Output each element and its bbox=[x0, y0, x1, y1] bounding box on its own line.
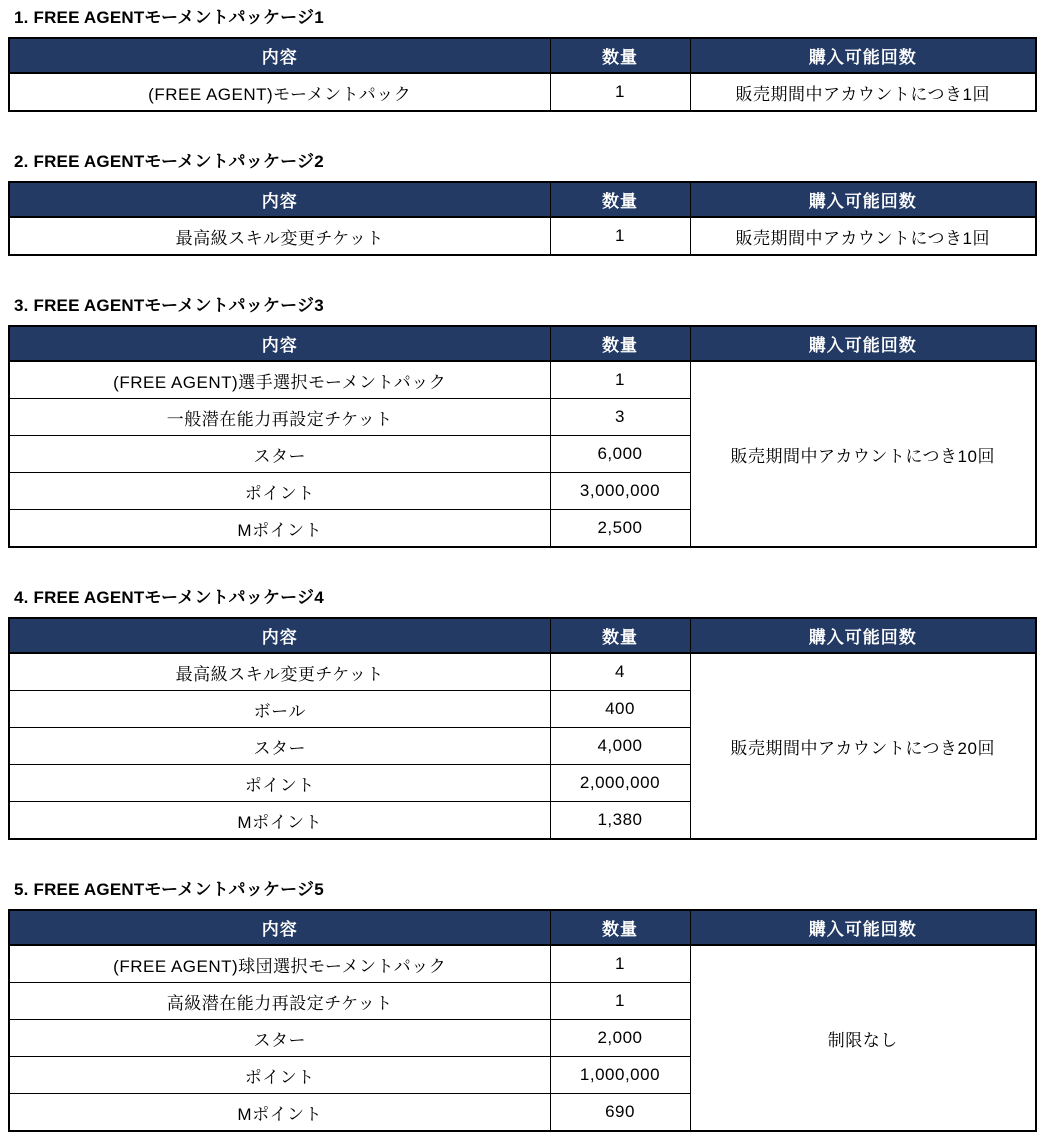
section-title: 5. FREE AGENTモーメントパッケージ5 bbox=[14, 880, 324, 899]
item-quantity-cell: 1 bbox=[550, 217, 690, 255]
item-name-cell: (FREE AGENT)球団選択モーメントパック bbox=[9, 945, 550, 983]
item-quantity-cell: 1,380 bbox=[550, 802, 690, 840]
table-row bbox=[9, 945, 1036, 983]
item-quantity-cell: 3,000,000 bbox=[550, 473, 690, 510]
package-table-2 bbox=[8, 181, 1037, 256]
item-name-cell: ポイント bbox=[9, 1057, 550, 1094]
item-quantity-cell: 2,000,000 bbox=[550, 765, 690, 802]
item-quantity-cell: 1 bbox=[550, 945, 690, 983]
table-row bbox=[9, 361, 1036, 399]
item-quantity-cell: 1 bbox=[550, 983, 690, 1020]
item-name-cell: (FREE AGENT)選手選択モーメントパック bbox=[9, 361, 550, 399]
column-header-content: 内容 bbox=[9, 618, 550, 653]
column-header-limit: 購入可能回数 bbox=[690, 38, 1036, 73]
package-table-5 bbox=[8, 909, 1037, 1132]
table-header-row bbox=[9, 38, 1036, 73]
package-table-3 bbox=[8, 325, 1037, 548]
section-title: 3. FREE AGENTモーメントパッケージ3 bbox=[14, 296, 324, 315]
column-header-content: 内容 bbox=[9, 326, 550, 361]
column-header-content: 内容 bbox=[9, 910, 550, 945]
column-header-quantity: 数量 bbox=[550, 910, 690, 945]
purchase-limit-cell: 販売期間中アカウントにつき20回 bbox=[690, 653, 1036, 839]
column-header-quantity: 数量 bbox=[550, 326, 690, 361]
item-quantity-cell: 1 bbox=[550, 73, 690, 111]
section-title: 4. FREE AGENTモーメントパッケージ4 bbox=[14, 588, 324, 607]
column-header-quantity: 数量 bbox=[550, 618, 690, 653]
column-header-limit: 購入可能回数 bbox=[690, 910, 1036, 945]
section-title: 1. FREE AGENTモーメントパッケージ1 bbox=[14, 8, 324, 27]
item-quantity-cell: 1 bbox=[550, 361, 690, 399]
purchase-limit-cell: 販売期間中アカウントにつき1回 bbox=[690, 73, 1036, 111]
item-name-cell: スター bbox=[9, 728, 550, 765]
section-title: 2. FREE AGENTモーメントパッケージ2 bbox=[14, 152, 324, 171]
table-header-row bbox=[9, 910, 1036, 945]
item-name-cell: 最高級スキル変更チケット bbox=[9, 653, 550, 691]
item-name-cell: 高級潜在能力再設定チケット bbox=[9, 983, 550, 1020]
item-quantity-cell: 6,000 bbox=[550, 436, 690, 473]
table-row bbox=[9, 653, 1036, 691]
column-header-content: 内容 bbox=[9, 182, 550, 217]
table-row bbox=[9, 73, 1036, 111]
item-quantity-cell: 1,000,000 bbox=[550, 1057, 690, 1094]
column-header-content: 内容 bbox=[9, 38, 550, 73]
item-name-cell: 一般潜在能力再設定チケット bbox=[9, 399, 550, 436]
item-quantity-cell: 3 bbox=[550, 399, 690, 436]
purchase-limit-cell: 販売期間中アカウントにつき1回 bbox=[690, 217, 1036, 255]
table-header-row bbox=[9, 182, 1036, 217]
package-table-4 bbox=[8, 617, 1037, 840]
item-name-cell: 最高級スキル変更チケット bbox=[9, 217, 550, 255]
item-name-cell: Mポイント bbox=[9, 1094, 550, 1132]
purchase-limit-cell: 販売期間中アカウントにつき10回 bbox=[690, 361, 1036, 547]
item-name-cell: ボール bbox=[9, 691, 550, 728]
item-name-cell: スター bbox=[9, 1020, 550, 1057]
column-header-quantity: 数量 bbox=[550, 182, 690, 217]
item-quantity-cell: 2,000 bbox=[550, 1020, 690, 1057]
table-row bbox=[9, 217, 1036, 255]
column-header-limit: 購入可能回数 bbox=[690, 182, 1036, 217]
item-quantity-cell: 4,000 bbox=[550, 728, 690, 765]
package-section-2 bbox=[8, 152, 1038, 256]
item-name-cell: ポイント bbox=[9, 473, 550, 510]
item-quantity-cell: 400 bbox=[550, 691, 690, 728]
item-name-cell: Mポイント bbox=[9, 802, 550, 840]
package-section-5 bbox=[8, 880, 1038, 1132]
item-quantity-cell: 4 bbox=[550, 653, 690, 691]
item-quantity-cell: 2,500 bbox=[550, 510, 690, 548]
item-quantity-cell: 690 bbox=[550, 1094, 690, 1132]
purchase-limit-cell: 制限なし bbox=[690, 945, 1036, 1131]
item-name-cell: ポイント bbox=[9, 765, 550, 802]
column-header-limit: 購入可能回数 bbox=[690, 618, 1036, 653]
package-section-3 bbox=[8, 296, 1038, 548]
package-section-1 bbox=[8, 8, 1038, 112]
table-header-row bbox=[9, 326, 1036, 361]
item-name-cell: Mポイント bbox=[9, 510, 550, 548]
table-header-row bbox=[9, 618, 1036, 653]
package-section-4 bbox=[8, 588, 1038, 840]
column-header-quantity: 数量 bbox=[550, 38, 690, 73]
column-header-limit: 購入可能回数 bbox=[690, 326, 1036, 361]
item-name-cell: スター bbox=[9, 436, 550, 473]
item-name-cell: (FREE AGENT)モーメントパック bbox=[9, 73, 550, 111]
package-table-1 bbox=[8, 37, 1037, 112]
